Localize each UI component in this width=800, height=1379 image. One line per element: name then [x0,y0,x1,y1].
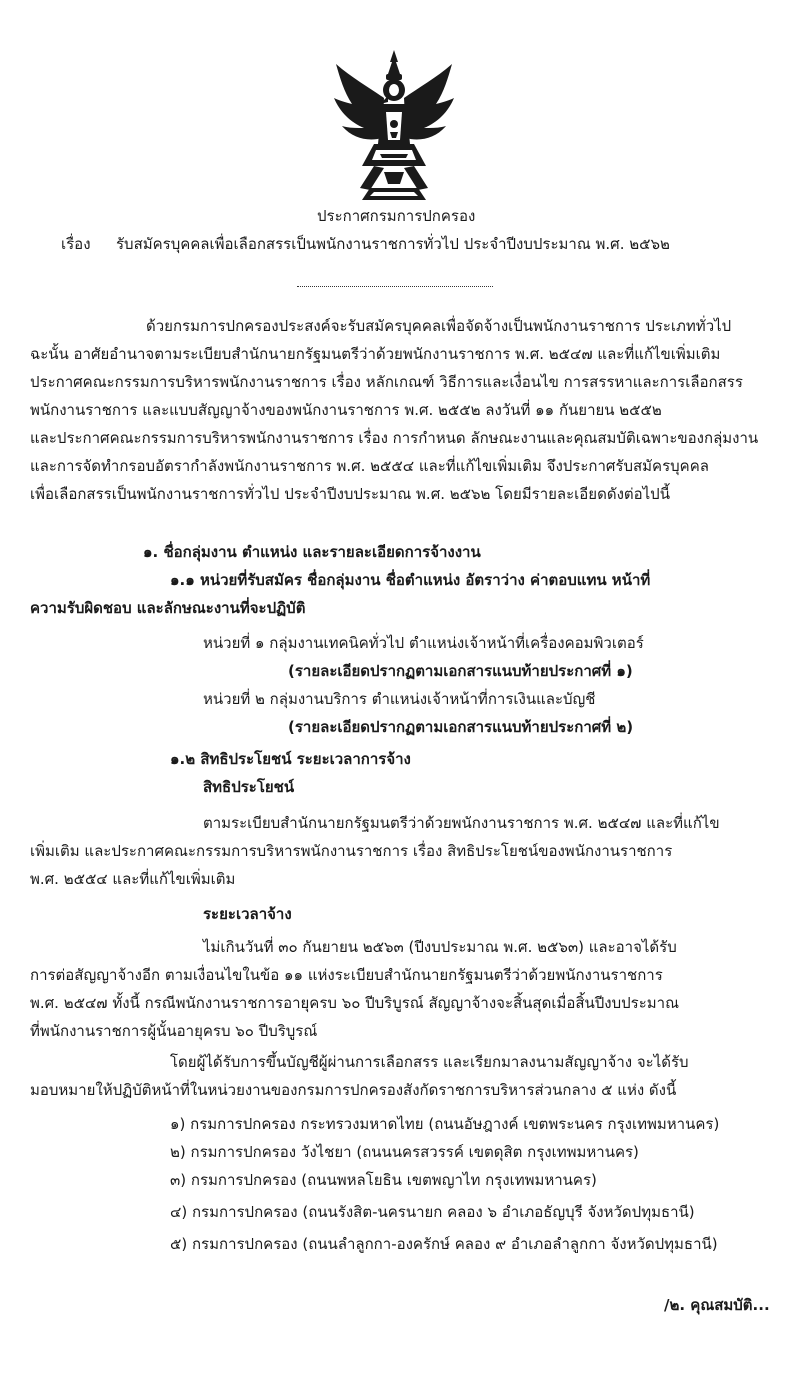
benefits-line: พ.ศ. ๒๕๕๔ และที่แก้ไขเพิ่มเติม [30,870,236,888]
period-line: ไม่เกินวันที่ ๓๐ กันยายน ๒๕๖๓ (ปีงบประมาณ พ.ศ. ๒๕๖๓) และอาจได้รับ [203,938,677,956]
period-heading: ระยะเวลาจ้าง [203,905,292,923]
intro-line: และการจัดทำกรอบอัตรากำลังพนักงานราชการ พ.ศ. ๒๕๕๔ และที่แก้ไขเพิ่มเติม จึงประกาศรับสมัครบุคคล [30,457,709,475]
section-1-2-heading: ๑.๒ สิทธิประโยชน์ ระยะเวลาการจ้าง [170,750,411,768]
intro-line: พนักงานราชการ และแบบสัญญาจ้างของพนักงานราชการ พ.ศ. ๒๕๕๒ ลงวันที่ ๑๑ กันยายน ๒๕๕๒ [30,401,662,419]
garuda-emblem-icon [330,48,458,203]
continuation-marker: /๒. คุณสมบัติ... [664,1296,770,1314]
unit-1: หน่วยที่ ๑ กลุ่มงานเทคนิคทั่วไป ตำแหน่งเจ้าหน้าที่เครื่องคอมพิวเตอร์ [203,634,644,652]
subject-label: เรื่อง [61,235,91,253]
divider-dots [297,286,493,287]
section-1-1-heading: ๑.๑ หน่วยที่รับสมัคร ชื่อกลุ่มงาน ชื่อตำแหน่ง อัตราว่าง ค่าตอบแทน หน้าที่ [170,571,651,589]
location-item: ๒) กรมการปกครอง วังไชยา (ถนนนครสวรรค์ เขตดุสิต กรุงเทพมหานคร) [170,1143,639,1161]
benefits-line: เพิ่มเติม และประกาศคณะกรรมการบริหารพนักงานราชการ เรื่อง สิทธิประโยชน์ของพนักงานราชการ [30,842,673,860]
benefits-heading: สิทธิประโยชน์ [203,778,295,796]
subject-text: รับสมัครบุคคลเพื่อเลือกสรรเป็นพนักงานราชการทั่วไป ประจำปีงบประมาณ พ.ศ. ๒๕๖๒ [116,235,670,253]
section-1-1-heading-cont: ความรับผิดชอบ และลักษณะงานที่จะปฏิบัติ [30,599,306,617]
period-line: พ.ศ. ๒๕๔๗ ทั้งนี้ กรณีพนักงานราชการอายุครบ ๖๐ ปีบริบูรณ์ สัญญาจ้างจะสิ้นสุดเมื่อสิ้นปีงบประมาณ [30,994,679,1012]
period-line: การต่อสัญญาจ้างอีก ตามเงื่อนไขในข้อ ๑๑ แห่งระเบียบสำนักนายกรัฐมนตรีว่าด้วยพนักงานราชการ [30,966,663,984]
location-item: ๔) กรมการปกครอง (ถนนรังสิต-นครนายก คลอง ๖ อำเภอธัญบุรี จังหวัดปทุมธานี) [170,1203,695,1221]
intro-line: และประกาศคณะกรรมการบริหารพนักงานราชการ เรื่อง การกำหนด ลักษณะงานและคุณสมบัติเฉพาะของกลุ่มงาน [30,429,759,447]
announcement-title: ประกาศกรมการปกครอง [317,207,476,225]
location-item: ๓) กรมการปกครอง (ถนนพหลโยธิน เขตพญาไท กรุงเทพมหานคร) [170,1171,597,1189]
assignment-line: โดยผู้ได้รับการขึ้นบัญชีผู้ผ่านการเลือกสรร และเรียกมาลงนามสัญญาจ้าง จะได้รับ [170,1053,689,1071]
intro-line: ฉะนั้น อาศัยอำนาจตามระเบียบสำนักนายกรัฐมนตรีว่าด้วยพนักงานราชการ พ.ศ. ๒๕๔๗ และที่แก้ไขเพิ่มเติม [30,345,721,363]
section-1-heading: ๑. ชื่อกลุ่มงาน ตำแหน่ง และรายละเอียดการจ้างงาน [143,543,481,561]
intro-line: เพื่อเลือกสรรเป็นพนักงานราชการทั่วไป ประจำปีงบประมาณ พ.ศ. ๒๕๖๒ โดยมีรายละเอียดดังต่อไปนี้ [30,485,670,503]
unit-1-note: (รายละเอียดปรากฏตามเอกสารแนบท้ายประกาศที่ ๑) [288,662,633,680]
intro-line: ด้วยกรมการปกครองประสงค์จะรับสมัครบุคคลเพื่อจัดจ้างเป็นพนักงานราชการ ประเภททั่วไป [146,317,732,335]
unit-2-note: (รายละเอียดปรากฏตามเอกสารแนบท้ายประกาศที่ ๒) [288,718,634,736]
benefits-line: ตามระเบียบสำนักนายกรัฐมนตรีว่าด้วยพนักงานราชการ พ.ศ. ๒๕๔๗ และที่แก้ไข [203,814,720,832]
location-item: ๑) กรมการปกครอง กระทรวงมหาดไทย (ถนนอัษฎางค์ เขตพระนคร กรุงเทพมหานคร) [170,1115,720,1133]
location-item: ๕) กรมการปกครอง (ถนนลำลูกกา-องครักษ์ คลอง ๙ อำเภอลำลูกกา จังหวัดปทุมธานี) [170,1235,718,1253]
period-line: ที่พนักงานราชการผู้นั้นอายุครบ ๖๐ ปีบริบูรณ์ [30,1022,318,1040]
assignment-line: มอบหมายให้ปฏิบัติหน้าที่ในหน่วยงานของกรมการปกครองสังกัดราชการบริหารส่วนกลาง ๕ แห่ง ดังนี้ [30,1081,677,1099]
unit-2: หน่วยที่ ๒ กลุ่มงานบริการ ตำแหน่งเจ้าหน้าที่การเงินและบัญชี [203,690,596,708]
intro-line: ประกาศคณะกรรมการบริหารพนักงานราชการ เรื่อง หลักเกณฑ์ วิธีการและเงื่อนไข การสรรหาและการเลือกสรร [30,373,743,391]
